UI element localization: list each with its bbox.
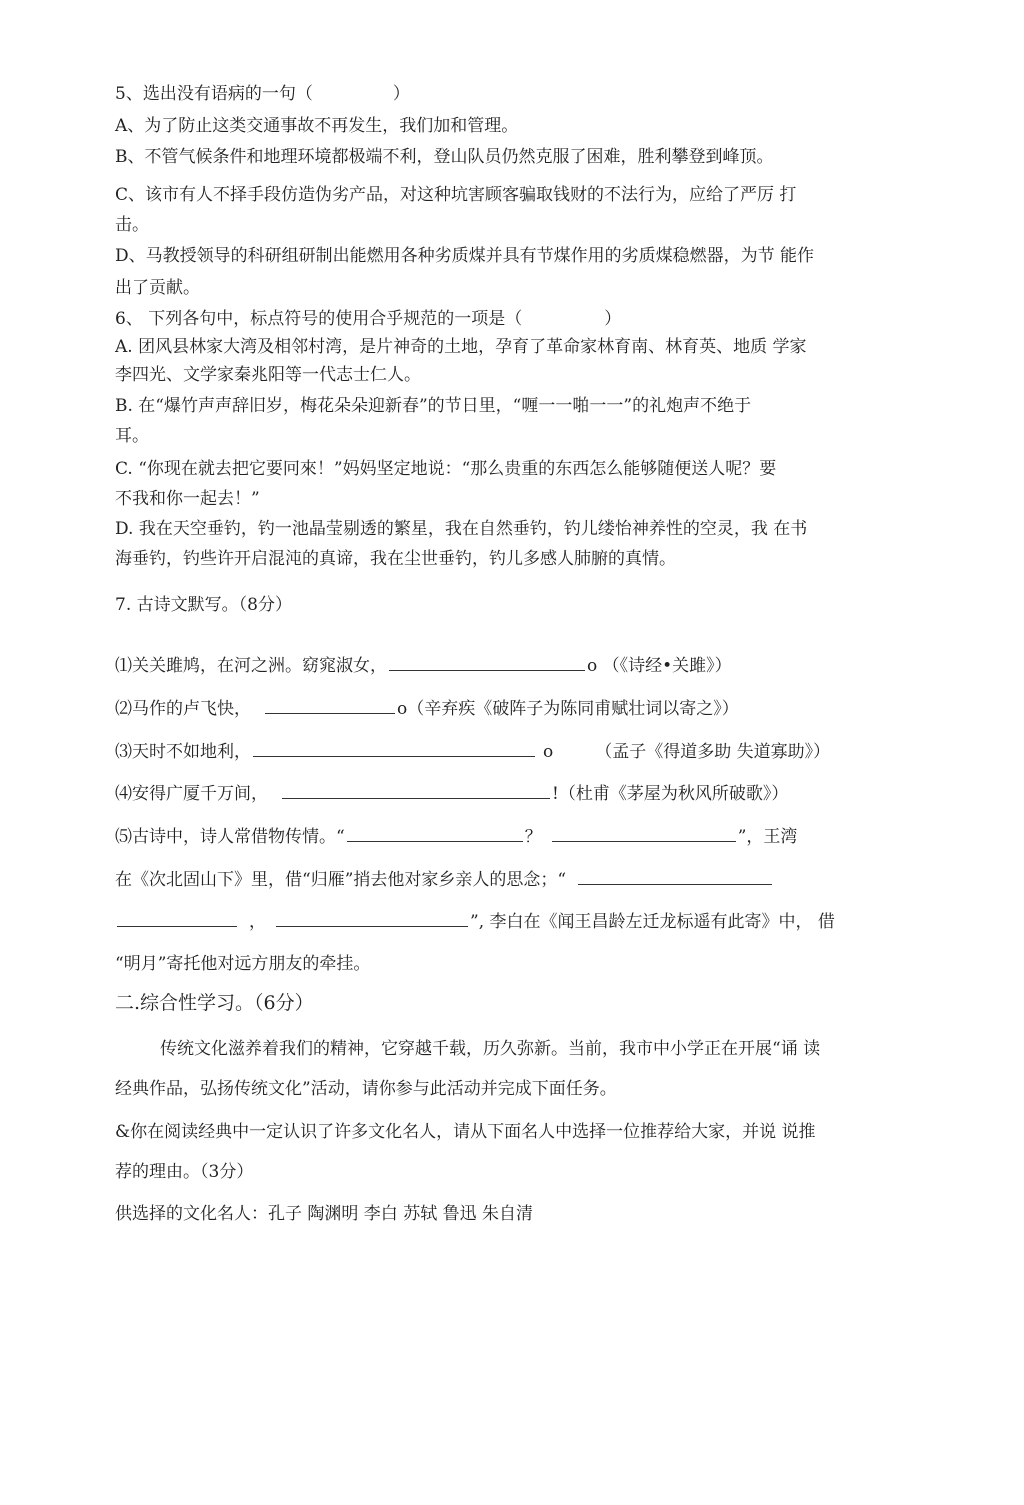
- section2-task-line1: &你在阅读经典中一定认识了许多文化名人，请从下面名人中选择一位推荐给大家，并说 说推: [115, 1122, 816, 1142]
- q7-item2-source: o（辛弃疾《破阵子为陈同甫赋壮词以寄之》）: [397, 699, 739, 719]
- q7-item5-line3-text: ”, 李白在《闻王昌龄左迁龙标遥有此寄》中， 借: [470, 912, 835, 932]
- q7-item3: [115, 740, 830, 763]
- q5-option-b: B、不管气候条件和地理环境都极端不利，登山队员仍然克服了困难，胜利攀登到峰顶。: [115, 147, 774, 167]
- q7-item5-comma: ，: [249, 912, 266, 932]
- q6-stem-close: ）: [604, 309, 622, 329]
- q7-item5-blank1[interactable]: [347, 825, 523, 842]
- q7-item2: [115, 697, 739, 720]
- q6-stem: [115, 308, 621, 330]
- q7-item4-prompt: ⑷安得广厦千万间，: [115, 784, 268, 804]
- section2-options: 供选择的文化名人：孔子 陶渊明 李白 苏轼 鲁迅 朱自清: [115, 1204, 534, 1224]
- q7-item4-source: !（杜甫《茅屋为秋风所破歌》）: [552, 784, 789, 804]
- q7-item1-prompt: ⑴关关雎鸠，在河之洲。窈窕淑女，: [115, 656, 387, 676]
- q5-option-c-line1: C、该市有人不择手段仿造伪劣产品，对这种坑害顾客骗取钱财的不法行为，应给了严厉 打: [115, 185, 797, 205]
- q6-stem-text: 6、 下列各句中，标点符号的使用合乎规范的一项是（: [115, 309, 523, 329]
- q7-item5-line2-text: 在《次北固山下》里，借“归雁”捎去他对家乡亲人的思念；“: [115, 870, 567, 890]
- q7-item5-blank5[interactable]: [276, 910, 468, 927]
- q7-item5-line1: [115, 825, 797, 848]
- q7-item2-prompt: ⑵马作的卢飞快，: [115, 699, 251, 719]
- q5-option-d-line1: D、马教授领导的科研组研制出能燃用各种劣质煤并具有节煤作用的劣质煤稳燃器，为节 能作: [115, 246, 815, 266]
- q6-option-a-line1: A. 团风县林家大湾及相邻村湾，是片神奇的土地，孕育了革命家林育南、林育英、地质 学家: [115, 337, 807, 357]
- q7-item1-blank[interactable]: [389, 654, 585, 671]
- q5-option-a: A、为了防止这类交通事故不再发生，我们加和管理。: [115, 116, 519, 136]
- q7-item1: [115, 654, 732, 677]
- q6-option-c-line2: 不我和你一起去！”: [115, 489, 260, 509]
- q5-stem: [115, 83, 410, 105]
- q5-stem-text: 5、选出没有语病的一句（: [115, 84, 313, 104]
- q6-option-d-line2: 海垂钓，钓些许开启混沌的真谛，我在尘世垂钓，钓儿多感人肺腑的真情。: [115, 549, 676, 569]
- q7-item5-prompt: ⑸古诗中，诗人常借物传情。“: [115, 827, 345, 847]
- q6-option-c-line1: C. “你现在就去把它要冋來！”妈妈坚定地说：“那么贵重的东西怎么能够随便送人呢？要: [115, 459, 777, 479]
- q7-stem: 7. 古诗文默写。（8分）: [115, 595, 292, 615]
- q7-item5-question-mark: ？: [524, 827, 542, 847]
- q7-item3-blank[interactable]: [253, 740, 535, 757]
- section2-intro-line1: 传统文化滋养着我们的精神，它穿越千载，历久弥新。当前，我市中小学正在开展“诵 读: [160, 1039, 821, 1059]
- q7-item5-line4: “明月”寄托他对远方朋友的牵挂。: [115, 954, 371, 974]
- section2-task-line2: 荐的理由。（3分）: [115, 1162, 254, 1182]
- q7-item5-blank3[interactable]: [578, 868, 772, 885]
- q6-option-b-line1: B. 在“爆竹声声辞旧岁，梅花朵朵迎新春”的节日里，“喱一一啪一一”的礼炮声不绝于: [115, 396, 752, 416]
- q7-item3-source: （孟子《得道多助 失道寡助》）: [595, 742, 831, 762]
- section2-intro-line2: 经典作品，弘扬传统文化”活动，请你参与此活动并完成下面任务。: [115, 1079, 617, 1099]
- q6-option-d-line1: D. 我在天空垂钓，钓一池晶莹剔透的繁星，我在自然垂钓，钓儿缕怡神养性的空灵，我 在书: [115, 519, 808, 539]
- q7-item5-line2: [115, 868, 774, 891]
- q5-option-d-line2: 出了贡献。: [115, 278, 200, 298]
- q7-item4-blank[interactable]: [282, 782, 550, 799]
- section2-heading: 二.综合性学习。（6分）: [115, 992, 314, 1014]
- q7-item5-blank2[interactable]: [552, 825, 736, 842]
- q5-stem-close: ）: [392, 84, 410, 104]
- q6-option-b-line2: 耳。: [115, 426, 149, 446]
- q7-item5-blank4[interactable]: [117, 910, 237, 927]
- q7-item5-line3: [115, 910, 835, 933]
- q7-item1-source: o （《诗经•关雎》）: [587, 656, 732, 676]
- q7-item3-mark: o: [543, 742, 554, 762]
- q7-item5-author: ”，王湾: [737, 827, 798, 847]
- q7-item4: [115, 782, 788, 805]
- q7-item2-blank[interactable]: [265, 697, 395, 714]
- q6-option-a-line2: 李四光、文学家秦兆阳等一代志士仁人。: [115, 365, 421, 385]
- q5-option-c-line2: 击。: [115, 215, 149, 235]
- q7-item3-prompt: ⑶天时不如地利，: [115, 742, 251, 762]
